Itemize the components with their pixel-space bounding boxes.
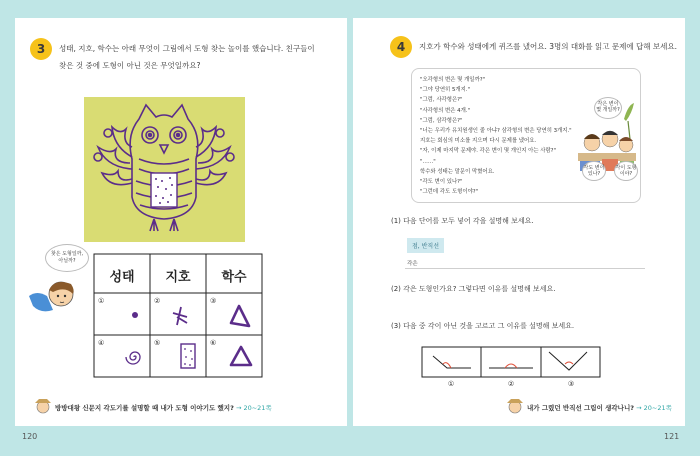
dialog-line: "그야 당연히 5개지." bbox=[420, 87, 470, 94]
choice-3-angle[interactable] bbox=[549, 352, 587, 370]
cell-6-triangle bbox=[231, 347, 251, 365]
owl-background bbox=[84, 97, 245, 242]
cell-2-number: ② bbox=[154, 297, 161, 305]
right-footer-text: 내가 그렸던 반직선 그림이 생각나니? bbox=[527, 404, 635, 412]
speech-bubble bbox=[45, 244, 89, 272]
sub-question-1: (1) 다음 단어를 모두 넣어 각을 설명해 보세요. bbox=[391, 217, 534, 225]
dialog-line: "그럼, 사각형은?" bbox=[420, 97, 463, 104]
answer-line-1[interactable] bbox=[405, 268, 645, 269]
left-footer bbox=[55, 403, 272, 412]
cell-4-number: ④ bbox=[98, 339, 105, 347]
right-footer bbox=[527, 403, 672, 412]
speech-line-2: 아닐까? bbox=[58, 258, 76, 264]
dialog-line: "자, 이제 마지막 문제야. 각은 변이 몇 개인지 아는 사람?" bbox=[420, 148, 557, 155]
dialog-line: "그럼, 삼각형은?" bbox=[420, 117, 463, 124]
bubble-angle-shape: 각이 도형이야? bbox=[614, 161, 638, 181]
choice-1-label: ① bbox=[447, 380, 455, 388]
question-3-text bbox=[59, 40, 344, 74]
owl-illustration bbox=[84, 97, 245, 242]
dialog-line: "오각형의 변은 몇 개일까?" bbox=[420, 77, 486, 83]
left-footer-text: 방방대왕 신문지 각도기를 설명할 때 내가 도형 이야기도 했지? bbox=[55, 404, 234, 412]
choice-1-angle[interactable] bbox=[433, 356, 471, 368]
cell-3-triangle bbox=[231, 306, 249, 326]
cell-3-number: ③ bbox=[210, 297, 217, 305]
left-footer-link[interactable]: → 20~21쪽 bbox=[235, 404, 272, 412]
cell-1-dot bbox=[132, 312, 138, 318]
right-page-number: 121 bbox=[664, 432, 680, 441]
dialog-line: 지호는 회심의 미소를 지으며 다시 문제를 냈어요. bbox=[420, 138, 537, 145]
cell-5-rectangle bbox=[181, 344, 195, 368]
sub-question-3: (3) 다음 중 각이 아닌 것을 고르고 그 이유를 설명해 보세요. bbox=[391, 322, 575, 330]
dialog-line: "……" bbox=[420, 158, 436, 165]
header-seongtae: 성태 bbox=[109, 270, 135, 285]
right-footer-link[interactable]: → 20~21쪽 bbox=[636, 404, 672, 412]
footer-character-icon bbox=[33, 396, 53, 416]
shape-table bbox=[93, 253, 263, 378]
sub-question-2: (2) 각은 도형인가요? 그렇다면 이유를 설명해 보세요. bbox=[391, 285, 556, 293]
question-3-line-2: 찾은 것 중에 도형이 아닌 것은 무엇일까요? bbox=[59, 61, 201, 70]
dialog-line: "그런데 각도 도형이야?" bbox=[420, 189, 479, 196]
cell-1-number: ① bbox=[98, 297, 105, 305]
header-jiho: 지호 bbox=[165, 270, 191, 285]
word-tag: 점, 반직선 bbox=[407, 238, 444, 253]
bubble-angle-has-sides: 각도 변이 있나? bbox=[582, 161, 606, 181]
dialog-line: 학수와 성태는 말문이 막혔어요. bbox=[420, 168, 495, 175]
dialog-line: "각도 변이 있나?" bbox=[420, 179, 463, 186]
question-4-number: 4 bbox=[390, 36, 412, 58]
answer-label: 각은 bbox=[407, 261, 418, 267]
boy-character bbox=[27, 276, 83, 322]
cell-5-number: ⑤ bbox=[154, 339, 161, 347]
dialog-line: "사각형의 변은 4개." bbox=[420, 107, 470, 114]
bubble-angle-sides: 각은 변이 몇 개일까? bbox=[594, 97, 622, 119]
left-page bbox=[15, 18, 347, 426]
left-page-number: 120 bbox=[22, 432, 38, 441]
header-haksu: 학수 bbox=[221, 270, 247, 285]
owl-rectangle-patch bbox=[151, 173, 177, 207]
speech-line-1: 찾은 도형일까, bbox=[50, 251, 84, 257]
dialog-line: "너는 우리가 유치원생인 줄 아냐? 삼각형의 변은 당연히 3개지." bbox=[420, 128, 572, 135]
cell-2-rays bbox=[173, 307, 187, 325]
angle-choices bbox=[421, 346, 601, 388]
cell-4-spiral bbox=[126, 352, 140, 364]
question-3-line-1: 성태, 지호, 학수는 아래 무엇이 그림에서 도형 찾는 놀이를 했습니다. 친구들이 bbox=[59, 44, 315, 53]
question-3-number: 3 bbox=[30, 38, 52, 60]
dialog-box bbox=[411, 68, 641, 203]
right-page bbox=[353, 18, 685, 426]
choice-2-angle[interactable] bbox=[489, 364, 533, 368]
cell-6-number: ⑥ bbox=[210, 339, 217, 347]
dialog-lines bbox=[420, 75, 572, 197]
choice-2-label: ② bbox=[507, 380, 515, 388]
choice-3-label: ③ bbox=[567, 380, 575, 388]
question-4-text: 지호가 학수와 성태에게 퀴즈를 냈어요. 3명의 대화를 읽고 문제에 답해 보세요. bbox=[419, 42, 677, 51]
footer-character-icon bbox=[505, 396, 525, 416]
